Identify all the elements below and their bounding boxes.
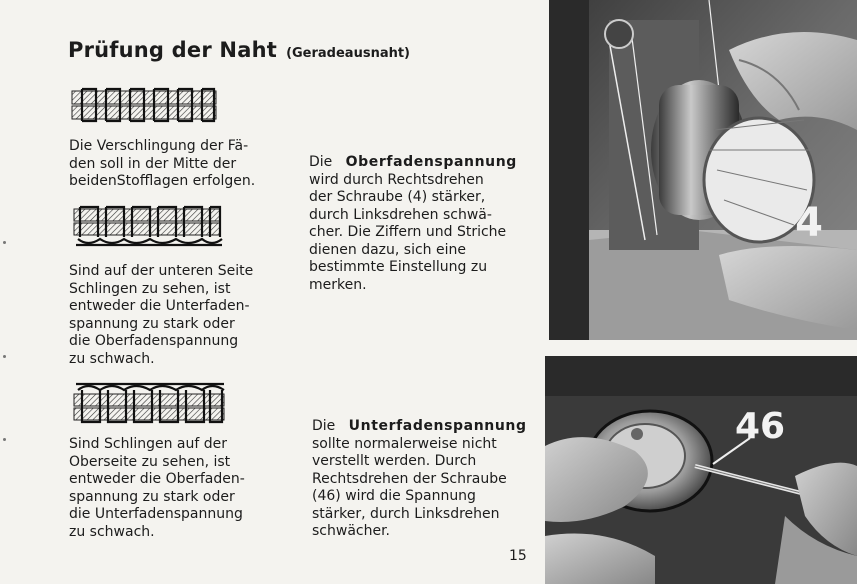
photo-upper-tension-dial [549,0,857,340]
text-line: zu schwach. [69,523,155,540]
text-line: zu schwach. [69,350,155,367]
text-line: merken. [309,276,367,293]
title-subtitle: (Geradeausnaht) [286,46,411,61]
title-main: Prüfung der Naht [68,38,277,62]
margin-mark [3,438,6,441]
stitch-diagram-loops-bottom [70,201,226,251]
margin-mark [3,355,6,358]
text-line: beidenStofflagen erfolgen. [69,173,256,189]
intro-word: Die [312,418,336,434]
text-line: Sind Schlingen auf der [69,436,228,452]
text-line: spannung zu stark oder [69,315,235,332]
text-line: Sind auf der unteren Seite [69,263,254,279]
text-line: verstellt werden. Durch [312,453,477,469]
text-line: Rechtsdrehen der Schraube [312,470,507,487]
paragraph-lower-thread-tension [312,418,527,541]
photo-bobbin-case-screw [545,356,857,584]
paragraph-loops-top [69,436,285,541]
paragraph-upper-thread-tension [309,154,524,294]
stitch-diagram-loops-top [70,380,230,428]
photo-illustration [549,0,857,340]
text-line: die Unterfadenspannung [69,506,243,522]
photo-illustration [545,356,857,584]
page-title [68,38,410,62]
margin-mark [3,241,6,244]
text-line: cher. Die Ziffern und Striche [309,224,507,240]
text-line: den soll in der Mitte der [69,155,237,172]
text-line: entweder die Oberfaden- [69,471,245,487]
text-line: der Schraube (4) stärker, [309,189,486,205]
text-line: durch Linksdrehen schwä- [309,206,492,223]
page-number: 15 [509,548,527,564]
intro-word: Die [309,154,333,170]
term-upper-thread-tension: Oberfadenspannung [345,154,517,170]
callout-number-4: 4 [795,200,823,246]
text-line: Die Verschlingung der Fä- [69,138,249,154]
text-line: Oberseite zu sehen, ist [69,453,231,470]
stitch-diagram-correct [70,85,220,127]
text-line: bestimmte Einstellung zu [309,259,488,275]
text-line: schwächer. [312,523,390,539]
text-line: sollte normalerweise nicht [312,435,497,452]
text-line: (46) wird die Spannung [312,488,476,504]
callout-number-46: 46 [735,406,786,447]
text-line: wird durch Rechtsdrehen [309,171,484,188]
text-line: Schlingen zu sehen, ist [69,280,231,297]
text-line: die Oberfadenspannung [69,333,239,349]
paragraph-correct-interlock [69,138,283,191]
text-line: spannung zu stark oder [69,488,235,505]
text-line: dienen dazu, sich eine [309,241,466,258]
text-line: entweder die Unterfaden- [69,298,250,314]
text-line: stärker, durch Linksdrehen [312,505,500,522]
paragraph-loops-bottom [69,263,283,368]
term-lower-thread-tension: Unterfadenspannung [348,418,527,434]
